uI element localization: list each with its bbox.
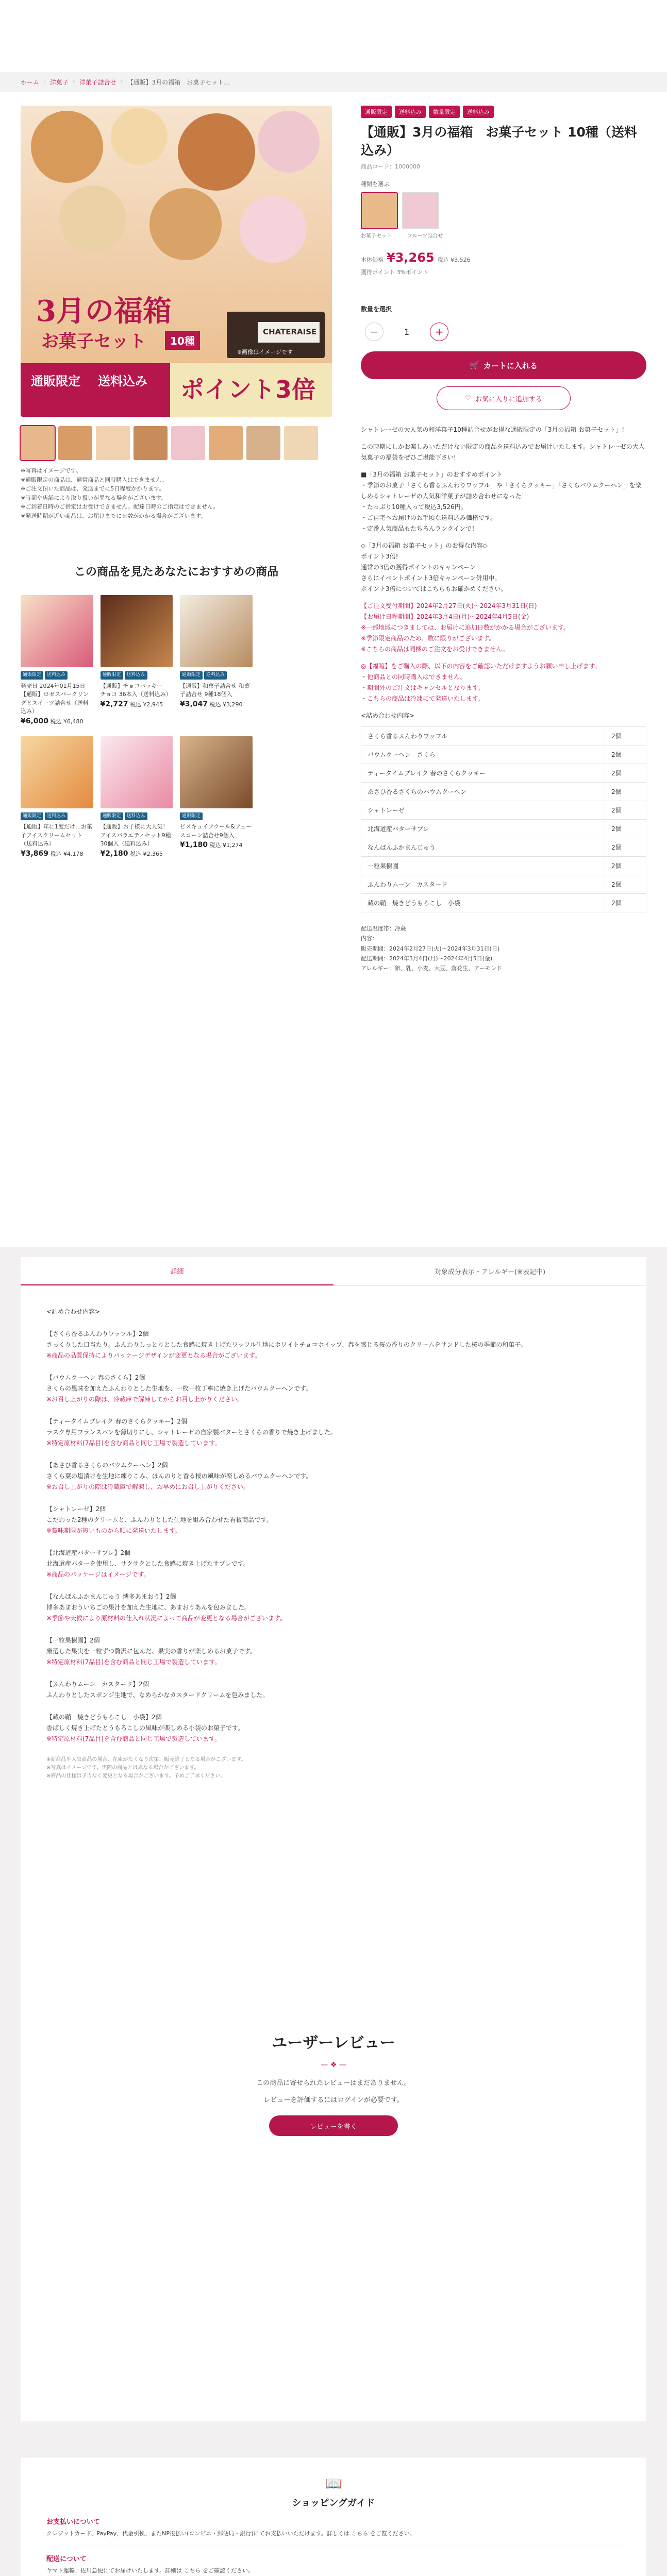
hero-brand: CHATERAISE [263, 327, 317, 336]
reco-title: この商品を見たあなたにおすすめの商品 [74, 566, 279, 579]
product-title: 【通販】3月の福箱 お菓子セット 10種（送料込み） [361, 125, 637, 158]
detail-head: 【北海道産バターサブレ】2個 [46, 1549, 131, 1556]
product-badge: 送料込み [395, 106, 426, 118]
detail-head: 【さくら香るふんわりワッフル】2個 [46, 1330, 149, 1337]
table-row [361, 727, 646, 745]
reco-price: ¥3,047 [180, 700, 208, 708]
point-line: ◇「3月の福箱 お菓子セット」のお得な内容◇ [361, 542, 488, 549]
detail-head: 【ふんわりムーン カスタード】2個 [46, 1681, 149, 1688]
reco-tag: 通販限定 [180, 812, 203, 821]
quantity-plus-button[interactable]: + [430, 323, 448, 341]
reco-name[interactable]: 【通販】お子様に大人気！アイスバラエティセット9種30個入（送料込み） [100, 823, 171, 847]
reco-image[interactable] [180, 736, 253, 808]
guide-section [46, 2509, 621, 2546]
reco-price: ¥2,180 [100, 849, 128, 858]
table-row [361, 894, 646, 912]
detail-text: ラスク専用フランスパンを薄切りにし、シャトレーゼの自家製バターとさくらの香りで焼き上げました。 [46, 1429, 337, 1436]
table-row [361, 875, 646, 894]
reco-grid [21, 595, 332, 859]
contents-name: 北海道産バターサブレ [361, 820, 605, 838]
image-note: ※時期や店舗により取り扱いが異なる場合がございます。 [21, 494, 167, 501]
reco-card[interactable] [21, 595, 93, 727]
product-hero-image [21, 106, 332, 417]
guide-section [46, 2546, 621, 2576]
reco-price: ¥3,869 [21, 849, 49, 858]
thumbnail-8[interactable] [284, 426, 318, 460]
thumbnail-7[interactable] [246, 426, 280, 460]
price-tax: 税込 ¥3,526 [437, 257, 471, 263]
desc-line: ・定番人気商品もたちろんランクインで！ [361, 525, 478, 532]
price-block [361, 250, 646, 265]
reco-tag: 送料込み [45, 812, 68, 821]
thumbnail-2[interactable] [58, 426, 92, 460]
contents-name: さくら香るふんわりワッフル [361, 727, 605, 745]
reco-name[interactable]: 【通販】年に1度だけ…お菓子アイスクリームセット（送料込み） [21, 823, 92, 847]
detail-block [46, 1679, 621, 1701]
reco-image[interactable] [101, 736, 173, 808]
detail-block [46, 1372, 621, 1405]
tab-details[interactable]: 詳細 [21, 1257, 334, 1285]
detail-tabs [21, 1257, 646, 1286]
desc-paragraph: この時期にしかお楽しみいただけない限定の商品を送料込みでお届けいたします。シャトレーゼの大人気菓子の福袋をぜひご堪能下さい! [361, 443, 645, 461]
reco-tag: 通販限定 [180, 671, 203, 680]
reco-price-tax: 税込 ¥4,178 [50, 850, 84, 857]
image-note: ※ご到着日時のご指定はお受けできません。配達日時のご指定はできません。 [21, 503, 219, 511]
reco-image[interactable] [21, 736, 93, 808]
contents-name: 一粒果樹園 [361, 857, 605, 875]
detail-text: さくら葉の塩漬けを生地に練りこみ、ほんのりと香る桜の風味が楽しめるバウムクーヘンです。 [46, 1472, 312, 1480]
favorite-button[interactable] [437, 386, 571, 410]
breadcrumb-separator: › [72, 78, 75, 85]
contents-name: 蔵の鞘 焼きどうもろこし 小袋 [361, 894, 605, 912]
notice-line: ※一部地域につきましては、お届けに追加日数がかかる場合がございます。 [361, 624, 570, 631]
reco-price-tax: 税込 ¥3,290 [209, 701, 243, 708]
price-value: ¥3,265 [387, 250, 435, 265]
contents-name: バウムクーヘン さくら [361, 745, 605, 764]
breadcrumb-home[interactable]: ホーム [21, 79, 40, 86]
contents-table [361, 726, 646, 912]
hero-count-badge: 10種 [165, 331, 200, 350]
favorite-label: お気に入りに追加する [475, 395, 542, 403]
point-line: ポイント3倍についてはこちらもお確かめください。 [361, 585, 507, 592]
table-row [361, 857, 646, 875]
thumbnail-3[interactable] [96, 426, 130, 460]
reco-tag: 通販限定 [101, 671, 123, 680]
hero-tag-points: ポイント3倍 [180, 376, 316, 403]
detail-head: 【あさひ香るさくらのバウムクーヘン】2個 [46, 1462, 168, 1469]
detail-block [46, 1504, 621, 1536]
contents-name: ティータイムブレイク 春のさくらクッキー [361, 764, 605, 783]
fine-line: ※新商品や人気商品の場合、在庫がなくなり次第、販売終了となる場合がございます。 [46, 1757, 246, 1762]
contents-name: シャトレーゼ [361, 801, 605, 820]
option-name: お菓子セット [361, 233, 392, 239]
detail-block [46, 1460, 621, 1493]
detail-text: さくらの風味を加えたふんわりとした生地を、一枚一枚丁寧に焼き上げたバウムクーヘンです。 [46, 1385, 312, 1392]
table-row [361, 801, 646, 820]
contents-label: <詰め合わせ内容> [361, 712, 415, 719]
desc-line: ・たっぷり10種入って税込3,526円。 [361, 503, 467, 511]
add-to-cart-label: カートに入れる [483, 361, 538, 370]
notice-line: ※こちらの商品は同梱のご注文をお受けできません。 [361, 646, 509, 653]
reco-card[interactable] [180, 595, 253, 727]
reco-name[interactable]: 【通販】チョコバッキー チョコ 36本入（送料込み） [100, 682, 172, 698]
guide-section-title: 配送について [46, 2555, 87, 2563]
quantity-value[interactable]: 1 [404, 327, 410, 337]
point-line: 通常の3倍の獲得ポイントのキャンペーン [361, 564, 476, 571]
breadcrumb-separator: › [43, 78, 46, 85]
contents-count: 2個 [605, 820, 646, 838]
quantity-minus-button[interactable]: − [365, 323, 383, 341]
thumbnail-6[interactable] [209, 426, 243, 460]
detail-block [46, 1591, 621, 1624]
option-sweets-set[interactable] [361, 192, 398, 229]
meta-line: アレルギー：卵、乳、小麦、大豆、落花生、アーモンド [361, 965, 502, 972]
notice-line: ※季節限定商品のため、数に限りがございます。 [361, 635, 495, 642]
notice-line: ◎【福箱】をご購入の際、以下の内容をご確認いただけますようお願い申し上げます。 [361, 663, 601, 670]
table-row [361, 820, 646, 838]
guide-section-title: お支払いについて [46, 2518, 100, 2526]
contents-name: ふんわりムーン カスタード [361, 875, 605, 894]
reco-tag: 通販限定 [101, 812, 123, 821]
detail-text: 博多あまおういちごの果汁を加えた生地に、あまおうあんを包みました。 [46, 1604, 251, 1611]
detail-fine-print [46, 1756, 621, 1781]
cart-icon: 🛒 [470, 361, 479, 370]
thumbnail-5[interactable] [171, 426, 205, 460]
guide-section-text: クレジットカード、PayPay、代金引換、またNP後払い(コンビニ・郵便局・銀行)にてお支払いいただけます。詳しくは こちら をご覧ください。 [46, 2530, 415, 2537]
heart-icon: ♡ [465, 394, 471, 402]
breadcrumb-current: 【通販】3月の福箱 お菓子セット… [127, 79, 230, 86]
review-title: ユーザーレビュー [272, 2034, 395, 2052]
detail-note: ※商品の品質保持によりパッケージデザインが変更となる場合がございます。 [46, 1352, 261, 1359]
detail-note: ※商品のパッケージはイメージです。 [46, 1571, 150, 1578]
desc-paragraph: シャトレーゼの大人気の和洋菓子10種詰合せがお得な通販限定の「3月の福箱 お菓子セット」! [361, 426, 625, 433]
image-note: ※ご注文頂いた商品は、発送までに5日程度かかります。 [21, 485, 165, 493]
table-row [361, 783, 646, 801]
image-notes [21, 466, 332, 521]
product-meta [361, 924, 646, 973]
option-name: フルーツ詰合せ [407, 233, 443, 239]
shopping-guide [0, 2432, 667, 2576]
desc-line: ■「3月の福箱 お菓子セット」のおすすめポイント [361, 471, 503, 478]
review-login-note[interactable]: レビューを評価するにはログインが必要です。 [263, 2096, 404, 2104]
reco-tag: 送料込み [45, 671, 68, 680]
points-info: 獲得ポイント 3%ポイント [361, 269, 428, 276]
detail-section [0, 1247, 667, 2432]
detail-card [21, 1257, 646, 2421]
option-fruit-set[interactable] [402, 192, 439, 229]
contents-count: 2個 [605, 801, 646, 820]
reco-name[interactable]: 【通販】ロゼスパークリングとスイーツ詰合せ（送料込み） [21, 691, 89, 715]
detail-note: ※特定原材料(7品目)を含む商品と同じ工場で製造しています。 [46, 1735, 221, 1742]
image-note: ※発送時期が近い商品は、お届けまでに日数がかかる場合がございます。 [21, 512, 207, 519]
quantity-stepper [361, 323, 646, 341]
meta-line: 配送温度帯：冷蔵 [361, 925, 406, 932]
reco-card[interactable] [21, 736, 93, 859]
detail-text: 香ばしく焼き上げたとうもろこしの風味が楽しめる小袋のお菓子です。 [46, 1724, 244, 1732]
reco-price: ¥2,727 [100, 700, 128, 708]
detail-intro: <詰め合わせ内容> [46, 1308, 101, 1315]
notice-line: ・こちらの商品は冷凍にて発送いたします。 [361, 695, 485, 702]
guide-title: ショッピングガイド [292, 2498, 375, 2509]
notice-line: 【お届け日程期間】2024年3月4日(月)～2024年4月5日(金) [361, 613, 529, 620]
contents-name: あさひ香るさくらのバウムクーヘン [361, 783, 605, 801]
reco-image[interactable] [101, 595, 173, 667]
contents-count: 2個 [605, 727, 646, 745]
reco-price-tax: 税込 ¥6,480 [50, 718, 84, 725]
detail-head: 【シャトレーゼ】2個 [46, 1505, 106, 1513]
product-info [361, 106, 646, 973]
contents-count: 2個 [605, 875, 646, 894]
product-code: 商品コード：1000000 [361, 163, 420, 170]
guide-section-text: ヤマト運輸、佐川急便にてお届けいたします。詳細は こちら をご確認ください。 [46, 2567, 254, 2574]
contents-count: 2個 [605, 745, 646, 764]
reco-card[interactable] [180, 736, 253, 859]
option-selector [361, 192, 646, 229]
option-label: 種類を選ぶ [361, 181, 389, 188]
reco-price: ¥1,180 [180, 841, 208, 849]
contents-count: 2個 [605, 894, 646, 912]
table-row [361, 745, 646, 764]
reco-tag: 送料込み [125, 812, 147, 821]
detail-head: 【蔵の鞘 焼きどうもろこし 小袋】2個 [46, 1714, 162, 1721]
reco-tag: 送料込み [204, 671, 227, 680]
table-row [361, 764, 646, 783]
reco-price-tax: 税込 ¥2,365 [130, 850, 163, 857]
fine-line: ※写真はイメージです。実際の商品とは異なる場合がございます。 [46, 1765, 199, 1771]
point-line: さらにイベントポイント3倍キャンペーン併用中。 [361, 574, 501, 582]
notice-line: ・期間外のご注文はキャンセルとなります。 [361, 684, 485, 691]
review-ornament: — ❖ — [321, 2061, 346, 2069]
detail-head: 【一粒果樹園】2個 [46, 1637, 100, 1644]
reco-tag: 通販限定 [21, 812, 43, 821]
detail-block [46, 1548, 621, 1580]
detail-note: ※賞味期限が短いものから順に発送いたします。 [46, 1527, 181, 1534]
site-header [0, 0, 667, 67]
reco-date: 発売日 2024年01月15日 [21, 682, 86, 689]
meta-line: 販売期間：2024年2月27日(火)～2024年3月31日(日) [361, 945, 500, 952]
detail-block [46, 1416, 621, 1449]
reco-price: ¥6,000 [21, 717, 49, 725]
detail-body [21, 1286, 646, 1801]
breadcrumb-subcategory[interactable]: 洋菓子詰合せ [79, 79, 116, 86]
meta-line: 配送期間：2024年3月4日(月)～2024年4月5日(金) [361, 955, 493, 962]
thumbnail-4[interactable] [134, 426, 168, 460]
detail-head: 【なんばんふかまんじゅう 博多あまおう】2個 [46, 1593, 176, 1600]
contents-count: 2個 [605, 764, 646, 783]
user-review-section [46, 2009, 621, 2246]
reco-tag: 通販限定 [21, 671, 43, 680]
notice-line: ・他商品との同時購入はできません。 [361, 673, 466, 681]
desc-line: ・ご自宅へお届けのお手頃な送料込み価格です。 [361, 514, 497, 521]
reco-price-tax: 税込 ¥1,274 [209, 842, 243, 849]
hero-tag-limited: 通販限定 [31, 374, 80, 388]
detail-text: さっくりした口当たり。ふんわりしっとりとした食感に焼き上げたワッフル生地にホワイトチョコホイップ、春を感じる桜の香りのクリームをサンドした桜の季節の和菓子。 [46, 1341, 527, 1348]
product-badge: 通販限定 [361, 106, 392, 118]
breadcrumb-separator: › [120, 78, 123, 85]
reco-card[interactable] [101, 736, 173, 859]
detail-text: ふんわりとしたスポンジ生地で、なめらかなカスタードクリームを包みました。 [46, 1691, 269, 1699]
reco-name[interactable]: 【通販】和菓子詰合せ 和菓子詰合せ 9種18個入 [180, 682, 250, 698]
detail-text: 北海道産バターを使用し、サクサクとした食感に焼き上げたサブレです。 [46, 1560, 249, 1567]
tab-allergy[interactable]: 対象成分表示・アレルギー(※表記中) [434, 1268, 546, 1276]
detail-note: ※お召し上がりの際は、冷蔵庫で解凍してからお召し上がりください。 [46, 1396, 244, 1403]
detail-head: 【バウムクーヘン 春のさくら】2個 [46, 1374, 145, 1381]
image-note: ※写真はイメージです。 [21, 467, 82, 474]
point-line: ポイント3倍! [361, 553, 398, 560]
contents-count: 2個 [605, 838, 646, 857]
review-empty-text: この商品に寄せられたレビューはまだありません。 [256, 2079, 411, 2087]
product-badge: 送料込み [463, 106, 494, 118]
add-to-cart-button[interactable] [361, 351, 646, 379]
contents-count: 2個 [605, 857, 646, 875]
reco-price-tax: 税込 ¥2,945 [130, 701, 163, 708]
desc-line: ・季節のお菓子「さくら香るふんわりワッフル」や「さくらクッキー」「さくらバウムクーヘン」を楽しめるシャトレーゼの人気和洋菓子が詰め合わせになった！ [361, 482, 642, 500]
reco-name[interactable]: ビスキュイフクール&フェースコーン詰合せ9個入 [180, 823, 252, 839]
notice-line: 【ご注文受付期間】2024年2月27日(火)～2024年3月31日(日) [361, 602, 537, 609]
detail-block [46, 1329, 621, 1361]
meta-line: 内容： [361, 935, 378, 942]
hero-image-note: ※画像はイメージです [237, 349, 293, 355]
product-description [361, 425, 646, 721]
detail-block [46, 1712, 621, 1744]
detail-note: ※お召し上がりの際は冷蔵庫で解凍し、お早めにお召し上がりください。 [46, 1483, 250, 1490]
reco-tag: 送料込み [125, 671, 147, 680]
detail-note: ※特定原材料(7品目)を含む商品と同じ工場で製造しています。 [46, 1658, 221, 1666]
price-label: 本体価格 [361, 257, 383, 263]
hero-headline: 3月の福箱 [36, 294, 172, 328]
detail-text: こだわった2種のクリームと、ふんわりとした生地を組み合わせた看板商品です。 [46, 1516, 273, 1523]
write-review-button[interactable]: レビューを書く [269, 2115, 398, 2136]
detail-note: ※季節や天候により原材料の仕入れ状況によって商品が変更となる場合がございます。 [46, 1615, 287, 1622]
detail-note: ※特定原材料(7品目)を含む商品と同じ工場で製造しています。 [46, 1439, 221, 1447]
detail-block [46, 1635, 621, 1668]
image-note: ※通販限定の商品は、通常商品と同時購入はできません。 [21, 476, 168, 483]
product-main [21, 106, 646, 1213]
breadcrumb [0, 72, 667, 92]
hero-tag-shipping: 送料込み [98, 374, 147, 388]
guide-header [21, 2458, 646, 2509]
contents-count: 2個 [605, 783, 646, 801]
reco-image[interactable] [21, 595, 93, 667]
reco-card[interactable] [101, 595, 173, 727]
thumbnail-strip [21, 426, 318, 460]
reco-image[interactable] [180, 595, 253, 667]
quantity-label: 数量を選択 [361, 295, 646, 313]
product-badges [361, 106, 646, 118]
book-icon: 📖 [325, 2476, 342, 2492]
contents-name: なんばんふかまんじゅう [361, 838, 605, 857]
guide-card [21, 2458, 646, 2576]
fine-line: ※商品の仕様は予告なく変更となる場合がございます。予めご了承ください。 [46, 1773, 226, 1779]
product-badge: 数量限定 [429, 106, 460, 118]
breadcrumb-category[interactable]: 洋菓子 [49, 79, 69, 86]
thumbnail-1[interactable] [21, 426, 55, 460]
detail-text: 厳選した果実を一粒ずつ贅沢に包んだ、果実の香りが楽しめるお菓子です。 [46, 1648, 257, 1655]
table-row [361, 838, 646, 857]
hero-illustration [21, 106, 332, 417]
reco-card-empty [260, 595, 332, 727]
detail-head: 【ティータイムブレイク 春のさくらクッキー】2個 [46, 1418, 187, 1425]
hero-subheadline: お菓子セット [41, 331, 146, 352]
